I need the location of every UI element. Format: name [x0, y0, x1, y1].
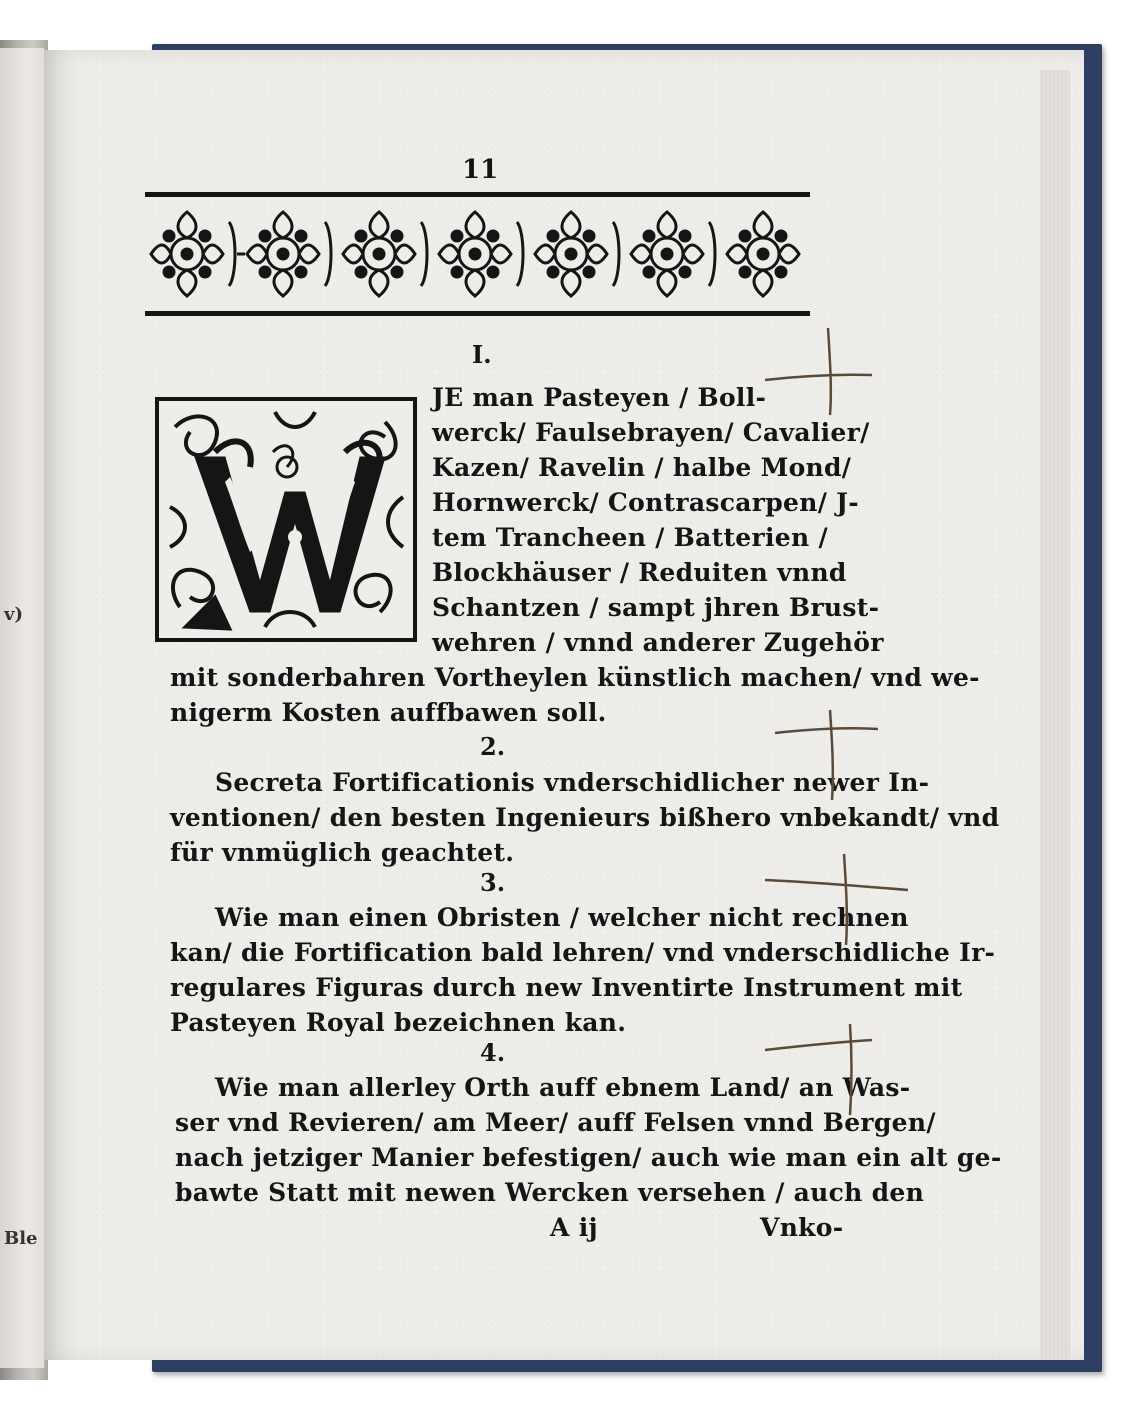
left-page-fragment: Ble [4, 1228, 38, 1249]
signature-mark: A ij [550, 1213, 598, 1242]
text-line: ser vnd Revieren/ am Meer/ auff Felsen vnnd Bergen/ [175, 1108, 936, 1137]
pencil-cross-mark [760, 1020, 880, 1120]
pencil-cross-mark [760, 850, 910, 950]
text-line: tem Trancheen / Batterien / [432, 523, 828, 552]
ornamental-header-band [145, 192, 810, 316]
text-line: mit sonderbahren Vortheylen künstlich machen/ vnd we- [170, 663, 980, 692]
text-line: ventionen/ den besten Ingenieurs bißhero vnbekandt/ vnd [170, 803, 1000, 832]
text-line: wehren / vnnd anderer Zugehör [432, 628, 884, 657]
text-line: kan/ die Fortification bald lehren/ vnd vnderschidliche Ir- [170, 938, 996, 967]
section-heading-3: 3. [480, 868, 506, 897]
text-line: bawte Statt mit newen Wercken versehen / auch den [175, 1178, 925, 1207]
text-line: für vnmüglich geachtet. [170, 838, 515, 867]
section-heading-1: I. [472, 340, 492, 369]
left-page-edge [0, 48, 45, 1368]
left-page-fragment: v) [4, 604, 23, 625]
text-line: werck/ Faulsebrayen/ Cavalier/ [432, 418, 870, 447]
text-line: Kazen/ Ravelin / halbe Mond/ [432, 453, 852, 482]
text-line: nigerm Kosten auffbawen soll. [170, 698, 607, 727]
decorated-initial-w [155, 397, 417, 642]
text-line: regulares Figuras durch new Inventirte Instrument mit [170, 973, 963, 1002]
page-number: 11 [462, 155, 499, 185]
text-line: JE man Pasteyen / Boll- [432, 383, 767, 412]
section-heading-2: 2. [480, 732, 506, 761]
text-line: Schantzen / sampt jhren Brust- [432, 593, 880, 622]
catchword: Vnko- [760, 1213, 844, 1242]
pencil-cross-mark [760, 320, 880, 420]
pencil-cross-mark [770, 705, 890, 805]
text-line: Hornwerck/ Contrascarpen/ J- [432, 488, 859, 517]
text-line: nach jetziger Manier befestigen/ auch wie man ein alt ge- [175, 1143, 1002, 1172]
text-line: Blockhäuser / Reduiten vnnd [432, 558, 847, 587]
text-line: Wie man allerley Orth auff ebnem Land/ an Was- [215, 1073, 911, 1102]
text-line: Pasteyen Royal bezeichnen kan. [170, 1008, 627, 1037]
text-line: Secreta Fortificationis vnderschidlicher newer In- [215, 768, 930, 797]
section-heading-4: 4. [480, 1038, 506, 1067]
page-stack-edge [1040, 70, 1070, 1360]
text-line: Wie man einen Obristen / welcher nicht rechnen [215, 903, 909, 932]
